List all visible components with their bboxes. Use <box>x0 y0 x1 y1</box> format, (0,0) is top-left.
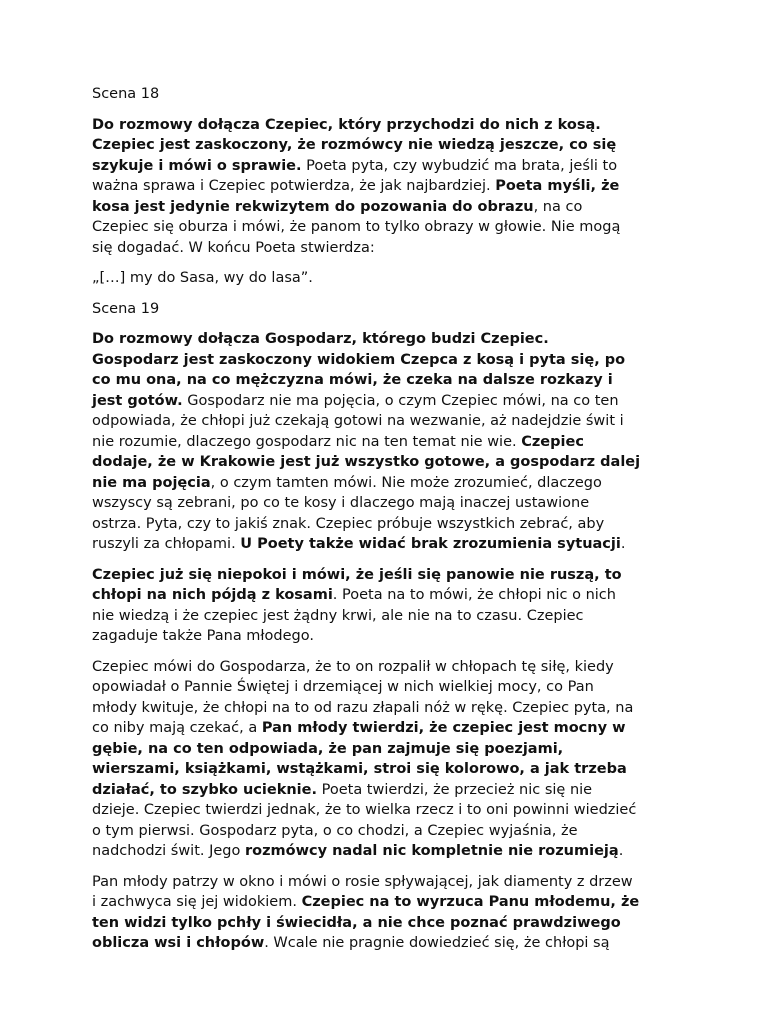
bold-text-run: Do rozmowy dołącza Gospodarz, którego budzi Czepiec. Gospodarz jest zaskoczony widokiem Czepca z kosą i pyta się, po co mu ona, na co mężczyzna mówi, że czeka na dalsze rozkazy i jest gotów. <box>92 331 626 409</box>
text-run: , o czym tamten mówi. Nie może zrozumieć, dlaczego wszyscy są zebrani, po co te kosy i dlaczego mają inaczej ustawione ostrza. Pyta, czy to jakiś znak. Czepiec próbuje wszystkich zebrać, aby ruszyli za chłopami. <box>92 474 605 552</box>
scene-19-paragraph-1 <box>92 329 686 555</box>
text-run: . Wcale nie pragnie dowiedzieć się, że chłopi są <box>264 935 610 951</box>
scene-18-heading: Scena 18 <box>92 86 160 102</box>
text-run: Czepiec mówi do Gospodarza, że to on rozpalił w chłopach tę siłę, kiedy opowiadał o Pannie Świętej i drzemiącej w nich wielkiej mocy, co Pan młody kwituje, że chłopi na to od razu złapali nóż w rękę. Czepiec pyta, na co niby mają czekać, a <box>92 658 634 736</box>
text-run: . Poeta na to mówi, że chłopi nic o nich nie wiedzą i że czepiec jest żądny krwi, ale nie na to czasu. Czepiec zagaduje także Pana młodego. <box>92 587 616 644</box>
scene-18-paragraph-1 <box>92 115 686 259</box>
bold-text-run: Do rozmowy dołącza Czepiec, który przychodzi do nich z kosą. Czepiec jest zaskoczony, że rozmówcy nie wiedzą jeszcze, co się szykuje i mówi o sprawie. <box>92 116 617 174</box>
text-run: Poeta pyta, czy wybudzić ma brata, jeśli to ważna sprawa i Czepiec potwierdza, że jak najbardziej. <box>92 157 618 194</box>
text-run: Pan młody patrzy w okno i mówi o rosie spływającej, jak diamenty z drzew i zachwyca się jej widokiem. <box>92 873 633 910</box>
text-run: Poeta twierdzi, że przecież nic się nie dzieje. Czepiec twierdzi jednak, że to wielka rzecz i to oni powinni wiedzieć o tym pierwsi. Gospodarz pyta, o co chodzi, a Czepiec wyjaśnia, że nadchodzi świt. Jego <box>92 781 637 859</box>
bold-text-run: Pan młody twierdzi, że czepiec jest mocny w gębie, na co ten odpowiada, że pan zajmuje się poezjami, wierszami, książkami, wstążkami, stroi się kolorowo, a jak trzeba działać, to szybko ucieknie. <box>92 720 627 798</box>
bold-text-run: rozmówcy nadal nic kompletnie nie rozumieją <box>245 843 619 859</box>
bold-text-run: Poeta myśli, że kosa jest jedynie rekwizytem do pozowania do obrazu <box>92 178 620 215</box>
scene-19-paragraph-4 <box>92 872 686 954</box>
scene-19-heading: Scena 19 <box>92 300 160 317</box>
bold-text-run: U Poety także widać brak zrozumienia sytuacji <box>240 536 621 552</box>
bold-text-run: Czepiec dodaje, że w Krakowie jest już wszystko gotowe, a gospodarz dalej nie ma pojęcia <box>92 433 641 491</box>
text-run: , na co Czepiec się oburza i mówi, że panom to tylko obrazy w głowie. Nie mogą się dogadać. W końcu Poeta stwierdza: <box>92 198 621 256</box>
scene-19-paragraph-3 <box>92 657 686 862</box>
scene-18-quote: „[…] my do Sasa, wy do lasa”. <box>92 270 313 286</box>
text-run: . <box>620 536 626 552</box>
bold-text-run: Czepiec na to wyrzuca Panu młodemu, że ten widzi tylko pchły i świecidła, a nie chce poznać prawdziwego oblicza wsi i chłopów <box>92 894 640 951</box>
scene-19-paragraph-2 <box>92 565 686 647</box>
text-run: Gospodarz nie ma pojęcia, o czym Czepiec mówi, na co ten odpowiada, że chłopi już czekają gotowi na wezwanie, aż nadejdzie świt i nie rozumie, dlaczego gospodarz nic na ten temat nie wie. <box>92 392 624 450</box>
bold-text-run: Czepiec już się niepokoi i mówi, że jeśli się panowie nie ruszą, to chłopi na nich pójdą z kosami <box>92 566 622 603</box>
text-run: . <box>618 843 624 859</box>
